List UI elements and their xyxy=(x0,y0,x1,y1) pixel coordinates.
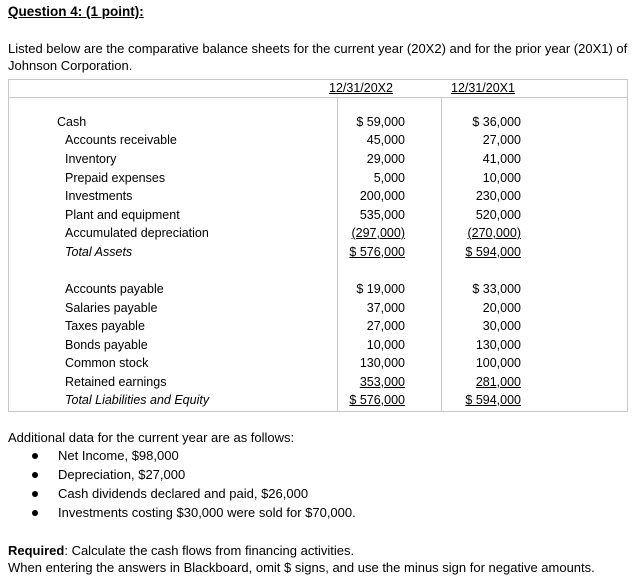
value-20x2: 45,000 xyxy=(366,133,405,147)
bullet-icon xyxy=(32,510,38,516)
list-item xyxy=(30,505,356,524)
row-label: Salaries payable xyxy=(65,301,158,315)
value-20x2: $ 59,000 xyxy=(356,115,405,129)
table-row xyxy=(9,319,627,337)
bullet-icon xyxy=(32,453,38,459)
value-20x1: $ 594,000 xyxy=(465,245,521,259)
value-20x1: 30,000 xyxy=(482,319,521,333)
intro-text: Listed below are the comparative balance sheets for the current year (20X2) and for the prior year (20X1) of Johnson Corporation. xyxy=(8,41,628,73)
row-label: Taxes payable xyxy=(65,319,145,333)
list-item xyxy=(30,486,356,505)
table-row xyxy=(9,171,627,189)
list-item-text: Cash dividends declared and paid, $26,000 xyxy=(58,486,309,501)
value-20x1: $ 36,000 xyxy=(472,115,521,129)
value-20x2: 37,000 xyxy=(366,301,405,315)
balance-sheet-table xyxy=(8,79,628,412)
value-20x2: 353,000 xyxy=(359,375,405,389)
value-20x1: 130,000 xyxy=(475,338,521,352)
row-label: Bonds payable xyxy=(65,338,148,352)
row-label: Investments xyxy=(65,189,133,203)
additional-data-heading: Additional data for the current year are as follows: xyxy=(8,430,295,445)
value-20x1: (270,000) xyxy=(467,226,521,240)
row-label: Prepaid expenses xyxy=(65,171,166,185)
table-row xyxy=(9,208,627,226)
table-row xyxy=(9,356,627,374)
required-text: : Calculate the cash flows from financing activities. xyxy=(64,543,355,558)
row-label: Total Liabilities and Equity xyxy=(65,393,210,407)
value-20x2: 200,000 xyxy=(359,189,405,203)
table-row xyxy=(9,115,627,133)
value-20x2: $ 576,000 xyxy=(349,393,405,407)
question-title: Question 4: (1 point): xyxy=(8,4,144,19)
table-row xyxy=(9,152,627,170)
value-20x1: $ 594,000 xyxy=(465,393,521,407)
value-20x2: 535,000 xyxy=(359,208,405,222)
value-20x1: 10,000 xyxy=(482,171,521,185)
required-line-1 xyxy=(8,542,595,559)
table-row xyxy=(9,301,627,319)
value-20x2: $ 576,000 xyxy=(349,245,405,259)
row-label: Retained earnings xyxy=(65,375,167,389)
column-header-20x2: 12/31/20X2 xyxy=(329,81,393,95)
bullet-icon xyxy=(32,491,38,497)
value-20x2: 27,000 xyxy=(366,319,405,333)
required-label: Required xyxy=(8,543,65,558)
value-20x1: 281,000 xyxy=(475,375,521,389)
value-20x1: 520,000 xyxy=(475,208,521,222)
column-header-20x1: 12/31/20X1 xyxy=(451,81,515,95)
table-row xyxy=(9,189,627,207)
row-label: Inventory xyxy=(65,152,117,166)
table-divider xyxy=(9,97,627,98)
additional-data-list xyxy=(30,448,356,524)
value-20x2: (297,000) xyxy=(351,226,405,240)
table-row xyxy=(9,375,627,393)
row-label: Total Assets xyxy=(65,245,133,259)
value-20x2: $ 19,000 xyxy=(356,282,405,296)
table-row xyxy=(9,226,627,244)
value-20x1: 20,000 xyxy=(482,301,521,315)
value-20x1: $ 33,000 xyxy=(472,282,521,296)
table-row-total xyxy=(9,245,627,263)
row-label: Accumulated depreciation xyxy=(65,226,209,240)
row-label: Common stock xyxy=(65,356,149,370)
table-row xyxy=(9,338,627,356)
value-20x2: 29,000 xyxy=(366,152,405,166)
row-label: Cash xyxy=(57,115,87,129)
bullet-icon xyxy=(32,472,38,478)
list-item-text: Net Income, $98,000 xyxy=(58,448,179,463)
value-20x1: 41,000 xyxy=(482,152,521,166)
list-item xyxy=(30,467,356,486)
row-label: Accounts receivable xyxy=(65,133,177,147)
value-20x2: 130,000 xyxy=(359,356,405,370)
value-20x1: 27,000 xyxy=(482,133,521,147)
table-row-total xyxy=(9,393,627,411)
value-20x2: 5,000 xyxy=(373,171,405,185)
table-row xyxy=(9,282,627,300)
value-20x2: 10,000 xyxy=(366,338,405,352)
value-20x1: 100,000 xyxy=(475,356,521,370)
required-line-2: When entering the answers in Blackboard, omit $ signs, and use the minus sign for negative amounts. xyxy=(8,560,595,575)
value-20x1: 230,000 xyxy=(475,189,521,203)
list-item xyxy=(30,448,356,467)
required-instructions xyxy=(8,542,595,576)
table-row xyxy=(9,133,627,151)
list-item-text: Investments costing $30,000 were sold for $70,000. xyxy=(58,505,356,520)
list-item-text: Depreciation, $27,000 xyxy=(58,467,186,482)
row-label: Accounts payable xyxy=(65,282,164,296)
row-label: Plant and equipment xyxy=(65,208,180,222)
